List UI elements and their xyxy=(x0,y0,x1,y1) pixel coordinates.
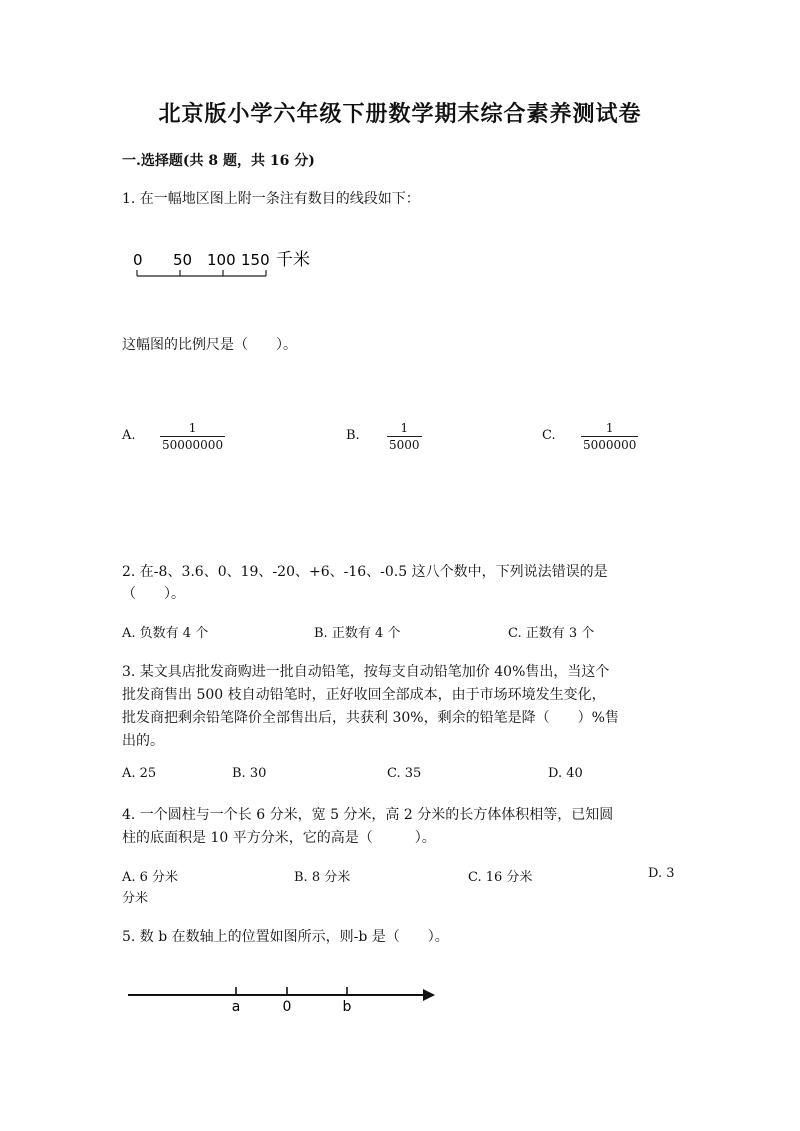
q4-option-b[interactable]: B. 8 分米 xyxy=(294,870,351,885)
fraction-bar xyxy=(581,436,638,437)
scale-tick-150: 150 xyxy=(241,251,270,269)
fraction-bar xyxy=(387,436,422,437)
q1-option-a-fraction xyxy=(160,421,225,452)
q1-option-b-fraction xyxy=(387,421,422,452)
fraction-denominator: 5000000 xyxy=(583,438,637,452)
q3-option-a[interactable]: A. 25 xyxy=(122,766,157,781)
q1-option-c-label[interactable]: C. xyxy=(542,428,556,443)
q3-option-c[interactable]: C. 35 xyxy=(387,766,422,781)
question-1-stem: 1. 在一幅地区图上附一条注有数目的线段如下： xyxy=(122,191,420,207)
question-2-stem-line-1: 2. 在-8、3.6、0、19、-20、+6、-16、-0.5 这八个数中，下列说法错误的是 xyxy=(122,564,608,580)
q3-option-d[interactable]: D. 40 xyxy=(548,766,583,781)
question-1-prompt: 这幅图的比例尺是（ ）。 xyxy=(122,337,297,353)
q4-option-c[interactable]: C. 16 分米 xyxy=(468,870,533,885)
q3-option-b[interactable]: B. 30 xyxy=(232,766,267,781)
question-3-stem-line-3: 批发商把剩余铅笔降价全部售出后，共获利 30%，剩余的铅笔是降（ ）%售 xyxy=(122,710,619,726)
scale-unit: 千米 xyxy=(276,250,310,270)
question-4-stem-line-1: 4. 一个圆柱与一个长 6 分米，宽 5 分米，高 2 分米的长方体体积相等，已知圆 xyxy=(122,807,614,823)
fraction-bar xyxy=(160,436,225,437)
fraction-numerator: 1 xyxy=(605,421,614,435)
q2-option-c[interactable]: C. 正数有 3 个 xyxy=(508,626,595,641)
q4-option-d[interactable]: D. 3 xyxy=(648,866,675,881)
scale-bar-figure xyxy=(130,248,330,284)
fraction-denominator: 5000 xyxy=(389,438,420,452)
question-2-stem-line-2: （ ）。 xyxy=(122,586,185,602)
page-title: 北京版小学六年级下册数学期末综合素养测试卷 xyxy=(158,101,642,127)
question-4-stem-line-2: 柱的底面积是 10 平方分米，它的高是（ ）。 xyxy=(122,830,436,846)
scale-tick-50: 50 xyxy=(173,251,193,269)
q2-option-b[interactable]: B. 正数有 4 个 xyxy=(314,626,401,641)
question-3-stem-line-4: 出的。 xyxy=(122,733,164,749)
question-3-stem-line-1: 3. 某文具店批发商购进一批自动铅笔，按每支自动铅笔加价 40%售出，当这个 xyxy=(122,664,610,680)
scale-tick-100: 100 xyxy=(207,251,236,269)
number-line-arrow-icon xyxy=(423,989,435,1001)
number-line-figure xyxy=(125,978,445,1018)
q1-option-a-label[interactable]: A. xyxy=(122,428,136,443)
section-heading: 一.选择题(共 8 题，共 16 分) xyxy=(122,153,315,169)
q1-option-b-label[interactable]: B. xyxy=(346,428,360,443)
q2-option-a[interactable]: A. 负数有 4 个 xyxy=(122,626,209,641)
question-3-stem-line-2: 批发商售出 500 枝自动铅笔时，正好收回全部成本，由于市场环境发生变化， xyxy=(122,687,606,703)
q4-option-d-wrap: 分米 xyxy=(122,891,149,906)
fraction-denominator: 50000000 xyxy=(162,438,224,452)
fraction-numerator: 1 xyxy=(400,421,409,435)
fraction-numerator: 1 xyxy=(188,421,197,435)
number-line-label-a: a xyxy=(231,999,241,1015)
q1-option-c-fraction xyxy=(581,421,638,452)
number-line-label-b: b xyxy=(342,999,352,1015)
question-5-stem: 5. 数 b 在数轴上的位置如图所示，则-b 是（ ）。 xyxy=(122,929,449,945)
number-line-label-0: 0 xyxy=(282,999,292,1015)
q4-option-a[interactable]: A. 6 分米 xyxy=(122,870,179,885)
scale-tick-0: 0 xyxy=(133,251,143,269)
